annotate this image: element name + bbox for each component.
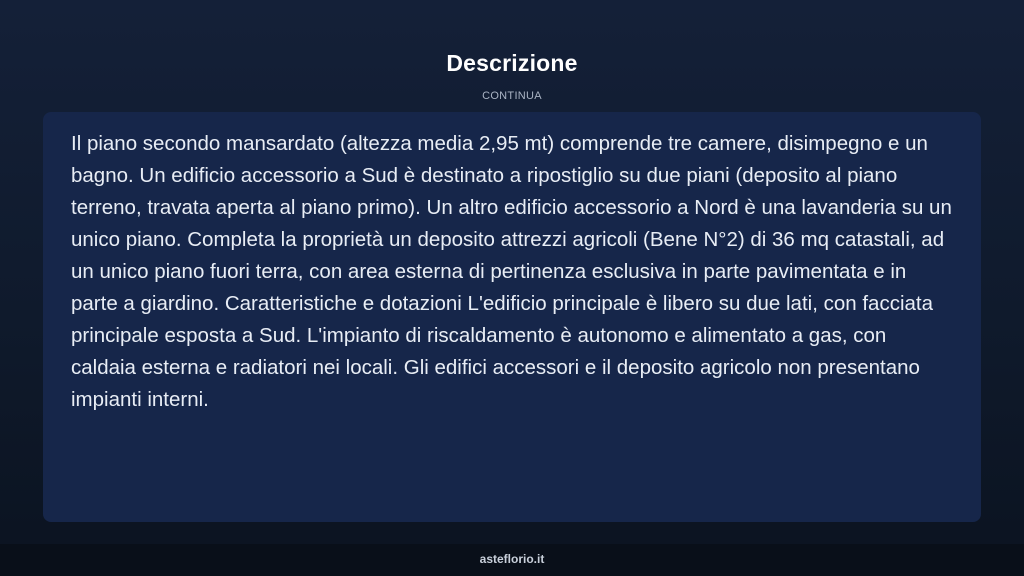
footer-site-label: asteflorio.it [479, 552, 545, 566]
page-title: Descrizione [446, 50, 578, 76]
description-text: Il piano secondo mansardato (altezza media 2,95 mt) comprende tre camere, disimpegno e un bagno. Un edificio accessorio a Sud è destinato a ripostiglio su due piani (deposito al piano terreno, travata aperta al piano primo). Un altro edificio accessorio a Nord è una lavanderia su un unico piano. Completa la proprietà un deposito attrezzi agricoli (Bene N°2) di 36 mq catastali, ad un unico piano fuori terra, con area esterna di pertinenza esclusiva in parte pavimentata e in parte a giardino. Caratteristiche e dotazioni L'edificio principale è libero su due lati, con facciata principale esposta a Sud. L'impianto di riscaldamento è autonomo e alimentato a gas, con caldaia esterna e radiatori nei locali. Gli edifici accessori e il deposito agricolo non presentano impianti interni. [71, 132, 952, 411]
continue-label: CONTINUA [482, 90, 542, 102]
description-card [43, 112, 981, 522]
